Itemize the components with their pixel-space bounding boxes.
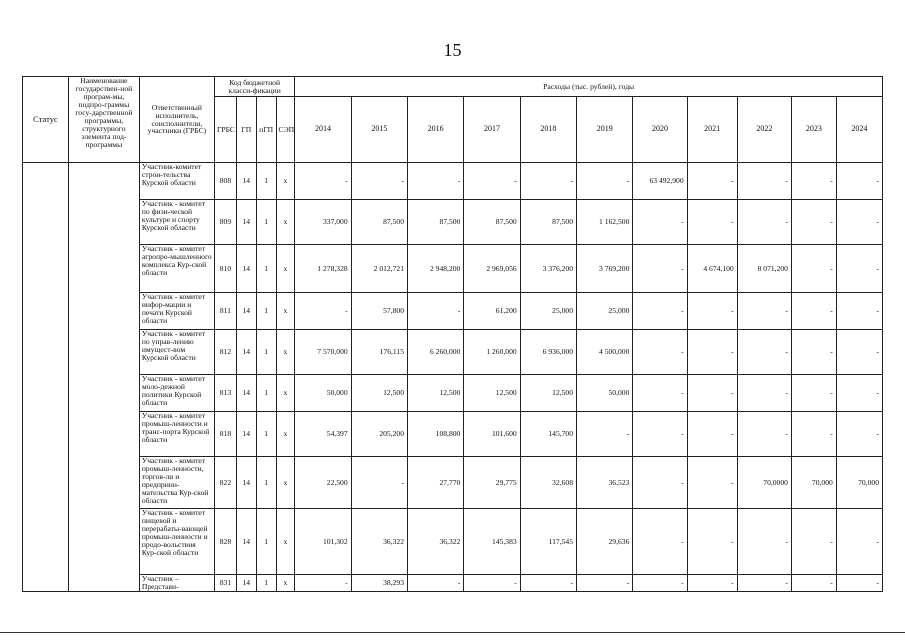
pgp-cell: 1 <box>256 245 276 293</box>
header-status: Статус <box>23 77 69 163</box>
expense-cell-2021: - <box>687 457 737 509</box>
pgp-cell: 1 <box>256 375 276 412</box>
expense-cell-2019: 1 162,500 <box>577 200 633 245</box>
expense-cell-2014: 337,000 <box>295 200 351 245</box>
header-sep: СЭП <box>276 97 295 163</box>
gp-cell: 14 <box>236 245 256 293</box>
expense-cell-2020: - <box>633 245 687 293</box>
sep-cell: x <box>276 163 295 200</box>
expense-cell-2017: 87,500 <box>464 200 520 245</box>
expense-cell-2024: - <box>836 200 882 245</box>
sep-cell: x <box>276 375 295 412</box>
header-year-2017: 2017 <box>464 97 520 163</box>
table-row <box>23 293 883 330</box>
participant-cell: Участник – Представи- <box>139 575 214 592</box>
table-row <box>23 330 883 375</box>
pgp-cell: 1 <box>256 575 276 592</box>
expense-cell-2022: - <box>737 509 791 575</box>
expense-cell-2023: 70,000 <box>791 457 836 509</box>
expense-cell-2021: - <box>687 293 737 330</box>
gp-cell: 14 <box>236 163 256 200</box>
expense-cell-2014: - <box>295 163 351 200</box>
expense-cell-2014: - <box>295 293 351 330</box>
pgp-cell: 1 <box>256 457 276 509</box>
expense-cell-2024: - <box>836 575 882 592</box>
expense-cell-2017: 1 260,000 <box>464 330 520 375</box>
participant-cell: Участник - комитет по физи-ческой культуре и спорту Курской области <box>139 200 214 245</box>
participant-cell: Участник - комитет агропро-мышленного комплекса Кур-ской области <box>139 245 214 293</box>
grbs-cell: 828 <box>214 509 236 575</box>
expense-cell-2022: 70,0000 <box>737 457 791 509</box>
participant-cell: Участник - комитет инфор-мации и печати Курской области <box>139 293 214 330</box>
expense-cell-2018: 117,545 <box>520 509 576 575</box>
header-expenses: Расходы (тыс. рублей), годы <box>295 77 883 97</box>
expense-cell-2022: 8 071,200 <box>737 245 791 293</box>
expense-cell-2023: - <box>791 200 836 245</box>
header-year-2018: 2018 <box>520 97 576 163</box>
expense-cell-2014: 54,397 <box>295 412 351 457</box>
expense-cell-2016: 87,500 <box>408 200 464 245</box>
header-year-2024: 2024 <box>836 97 882 163</box>
expense-cell-2016: 2 948,200 <box>408 245 464 293</box>
expense-cell-2022: - <box>737 575 791 592</box>
expense-cell-2017: 12,500 <box>464 375 520 412</box>
gp-cell: 14 <box>236 375 256 412</box>
expense-cell-2016: 12,500 <box>408 375 464 412</box>
expense-cell-2014: - <box>295 575 351 592</box>
table-row <box>23 245 883 293</box>
pgp-cell: 1 <box>256 163 276 200</box>
expense-cell-2023: - <box>791 330 836 375</box>
header-responsible: Ответственный исполнитель, соисполнители, участники (ГРБС) <box>139 77 214 163</box>
participant-cell: Участник - комитет промыш-ленности и транс-порта Курской области <box>139 412 214 457</box>
participant-cell: Участник - комитет промыш-ленности, торгов-ли и предприни-мательства Кур-ской области <box>139 457 214 509</box>
expense-cell-2014: 7 570,000 <box>295 330 351 375</box>
pgp-cell: 1 <box>256 293 276 330</box>
expense-cell-2015: 2 012,721 <box>351 245 407 293</box>
sep-cell: x <box>276 457 295 509</box>
sep-cell: x <box>276 412 295 457</box>
expense-cell-2020: - <box>633 509 687 575</box>
header-program-name: Наименование государствен-ной програм-мы, подпро-граммы госу-дарственной программы, структурного элемента под-программы <box>68 77 139 163</box>
expense-cell-2018: 3 376,200 <box>520 245 576 293</box>
expense-cell-2016: - <box>408 163 464 200</box>
sep-cell: x <box>276 575 295 592</box>
pgp-cell: 1 <box>256 509 276 575</box>
expense-cell-2020: - <box>633 330 687 375</box>
expense-cell-2020: - <box>633 575 687 592</box>
participant-cell: Участник-комитет строи-тельства Курской области <box>139 163 214 200</box>
expense-cell-2021: - <box>687 163 737 200</box>
header-budget-code: Код бюджетной класси-фикации <box>214 77 294 97</box>
status-cell <box>23 163 69 592</box>
expense-cell-2022: - <box>737 330 791 375</box>
header-year-2016: 2016 <box>408 97 464 163</box>
expense-cell-2018: - <box>520 575 576 592</box>
header-gp: ГП <box>236 97 256 163</box>
gp-cell: 14 <box>236 412 256 457</box>
sep-cell: x <box>276 509 295 575</box>
budget-expenses-table <box>22 76 883 592</box>
expense-cell-2015: 12,500 <box>351 375 407 412</box>
expense-cell-2024: 70,000 <box>836 457 882 509</box>
grbs-cell: 811 <box>214 293 236 330</box>
sep-cell: x <box>276 293 295 330</box>
expense-cell-2017: - <box>464 575 520 592</box>
expense-cell-2019: - <box>577 575 633 592</box>
expense-cell-2015: - <box>351 163 407 200</box>
expense-cell-2021: - <box>687 375 737 412</box>
table-row <box>23 509 883 575</box>
expense-cell-2022: - <box>737 163 791 200</box>
expense-cell-2021: - <box>687 200 737 245</box>
expense-cell-2018: - <box>520 163 576 200</box>
participant-cell: Участник - комитет по управ-лению имущест-вом Курской области <box>139 330 214 375</box>
expense-cell-2018: 32,608 <box>520 457 576 509</box>
expense-cell-2023: - <box>791 575 836 592</box>
expense-cell-2014: 1 278,328 <box>295 245 351 293</box>
expense-cell-2016: - <box>408 575 464 592</box>
header-year-2015: 2015 <box>351 97 407 163</box>
expense-cell-2020: - <box>633 200 687 245</box>
expense-cell-2019: 50,000 <box>577 375 633 412</box>
gp-cell: 14 <box>236 575 256 592</box>
participant-cell: Участник - комитет пищевой и перерабаты-вающей промыш-ленности и продо-вольствия Кур-ской области <box>139 509 214 575</box>
expense-cell-2019: 4 500,000 <box>577 330 633 375</box>
expense-cell-2015: - <box>351 457 407 509</box>
expense-cell-2017: 61,200 <box>464 293 520 330</box>
expense-cell-2019: 29,636 <box>577 509 633 575</box>
expense-cell-2023: - <box>791 412 836 457</box>
expense-cell-2016: 36,322 <box>408 509 464 575</box>
expense-cell-2023: - <box>791 509 836 575</box>
header-grbs: ГРБС <box>214 97 236 163</box>
sep-cell: x <box>276 330 295 375</box>
expense-cell-2023: - <box>791 293 836 330</box>
expense-cell-2015: 176,115 <box>351 330 407 375</box>
expense-cell-2017: - <box>464 163 520 200</box>
expense-cell-2021: 4 674,100 <box>687 245 737 293</box>
gp-cell: 14 <box>236 293 256 330</box>
expense-cell-2024: - <box>836 412 882 457</box>
expense-cell-2018: 145,700 <box>520 412 576 457</box>
expense-cell-2017: 101,600 <box>464 412 520 457</box>
expense-cell-2017: 145,383 <box>464 509 520 575</box>
page-number: 15 <box>443 40 462 60</box>
grbs-cell: 831 <box>214 575 236 592</box>
expense-cell-2019: 25,000 <box>577 293 633 330</box>
expense-cell-2017: 29,775 <box>464 457 520 509</box>
expense-cell-2020: - <box>633 412 687 457</box>
expense-cell-2022: - <box>737 293 791 330</box>
grbs-cell: 822 <box>214 457 236 509</box>
expense-cell-2024: - <box>836 509 882 575</box>
expense-cell-2015: 36,322 <box>351 509 407 575</box>
gp-cell: 14 <box>236 509 256 575</box>
expense-cell-2018: 25,000 <box>520 293 576 330</box>
sep-cell: x <box>276 245 295 293</box>
expense-cell-2016: 6 260,000 <box>408 330 464 375</box>
expense-cell-2018: 87,500 <box>520 200 576 245</box>
header-year-2023: 2023 <box>791 97 836 163</box>
expense-cell-2016: 108,800 <box>408 412 464 457</box>
expense-cell-2015: 87,500 <box>351 200 407 245</box>
expense-cell-2023: - <box>791 375 836 412</box>
grbs-cell: 812 <box>214 330 236 375</box>
header-year-2022: 2022 <box>737 97 791 163</box>
grbs-cell: 808 <box>214 163 236 200</box>
expense-cell-2022: - <box>737 200 791 245</box>
expense-cell-2021: - <box>687 509 737 575</box>
pgp-cell: 1 <box>256 412 276 457</box>
table-row <box>23 575 883 592</box>
table-row <box>23 200 883 245</box>
expense-cell-2024: - <box>836 293 882 330</box>
program-name-cell <box>68 163 139 592</box>
table-body <box>23 163 883 592</box>
page-bottom-rule <box>0 632 905 633</box>
expense-cell-2019: 36,523 <box>577 457 633 509</box>
gp-cell: 14 <box>236 330 256 375</box>
expense-cell-2024: - <box>836 163 882 200</box>
expense-cell-2015: 38,293 <box>351 575 407 592</box>
expense-cell-2020: - <box>633 293 687 330</box>
header-year-2021: 2021 <box>687 97 737 163</box>
expense-cell-2014: 22,500 <box>295 457 351 509</box>
gp-cell: 14 <box>236 200 256 245</box>
expense-cell-2018: 12,500 <box>520 375 576 412</box>
expense-cell-2024: - <box>836 245 882 293</box>
expense-cell-2024: - <box>836 375 882 412</box>
pgp-cell: 1 <box>256 200 276 245</box>
gp-cell: 14 <box>236 457 256 509</box>
expense-cell-2022: - <box>737 412 791 457</box>
header-year-2020: 2020 <box>633 97 687 163</box>
grbs-cell: 809 <box>214 200 236 245</box>
expense-cell-2021: - <box>687 575 737 592</box>
header-pgp: пГП <box>256 97 276 163</box>
expense-cell-2020: - <box>633 375 687 412</box>
expense-cell-2021: - <box>687 412 737 457</box>
expense-cell-2024: - <box>836 330 882 375</box>
expense-cell-2022: - <box>737 375 791 412</box>
table-row <box>23 163 883 200</box>
expense-cell-2019: - <box>577 412 633 457</box>
expense-cell-2019: 3 769,200 <box>577 245 633 293</box>
expense-cell-2016: 27,770 <box>408 457 464 509</box>
expense-cell-2023: - <box>791 245 836 293</box>
sep-cell: x <box>276 200 295 245</box>
expense-cell-2023: - <box>791 163 836 200</box>
participant-cell: Участник - комитет моло-дежной политики Курской области <box>139 375 214 412</box>
expense-cell-2016: - <box>408 293 464 330</box>
header-year-2014: 2014 <box>295 97 351 163</box>
expense-cell-2018: 6 936,000 <box>520 330 576 375</box>
expense-cell-2020: - <box>633 457 687 509</box>
grbs-cell: 810 <box>214 245 236 293</box>
expense-cell-2014: 101,302 <box>295 509 351 575</box>
expense-cell-2017: 2 969,056 <box>464 245 520 293</box>
table-row <box>23 412 883 457</box>
expense-cell-2015: 57,800 <box>351 293 407 330</box>
header-year-2019: 2019 <box>577 97 633 163</box>
expense-cell-2015: 205,200 <box>351 412 407 457</box>
grbs-cell: 813 <box>214 375 236 412</box>
expense-cell-2020: 63 492,900 <box>633 163 687 200</box>
expense-cell-2019: - <box>577 163 633 200</box>
table-row <box>23 375 883 412</box>
grbs-cell: 818 <box>214 412 236 457</box>
expense-cell-2021: - <box>687 330 737 375</box>
pgp-cell: 1 <box>256 330 276 375</box>
table-row <box>23 457 883 509</box>
expense-cell-2014: 50,000 <box>295 375 351 412</box>
